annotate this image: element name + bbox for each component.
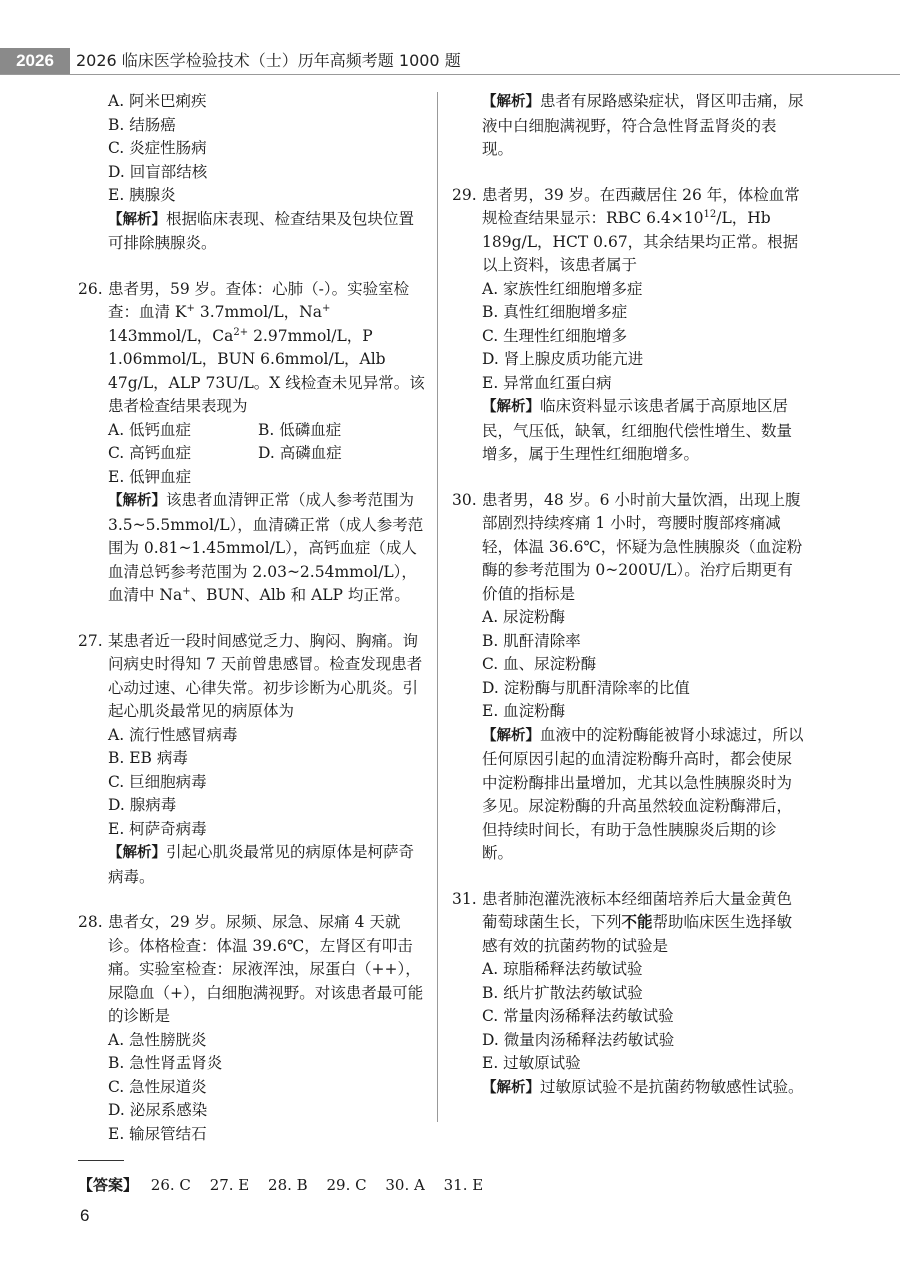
option: C. 炎症性肠病 [108,139,207,157]
option: D. 泌尿系感染 [108,1101,208,1119]
option: C. 血、尿淀粉酶 [482,655,597,673]
question-number: 26. [78,279,103,298]
analysis-text: 患者有尿路感染症状，肾区叩击痛，尿液中白细胞满视野，符合急性肾盂肾炎的表现。 [482,92,804,158]
option: A. 急性膀胱炎 [108,1030,207,1049]
header-rule [0,74,900,75]
option: A. 阿米巴痢疾 [108,92,207,110]
option: B. 真性红细胞增多症 [482,303,628,321]
analysis-label: 【解析】 [482,1079,540,1096]
question-number: 31. [452,889,477,908]
option: D. 微量肉汤稀释法药敏试验 [482,1030,675,1049]
analysis-text: 血液中的淀粉酶能被肾小球滤过，所以任何原因引起的血清淀粉酶升高时，都会使尿中淀粉酶排出量增加，尤其以急性胰腺炎时为多见。尿淀粉酶的升高虽然较血淀粉酶滞后，但持续时间长，有助于急性胰腺炎后期的诊断。 [482,725,804,862]
analysis-text: 临床资料显示该患者属于高原地区居民，气压低，缺氧，红细胞代偿性增生、数量增多，属于生理性红细胞增多。 [482,397,793,463]
option: E. 低钾血症 [108,467,192,486]
option: B. 结肠癌 [108,115,176,134]
answer: 26. C [150,1176,191,1194]
option: E. 胰腺炎 [108,186,176,204]
analysis [452,724,804,866]
option: D. 高磷血症 [258,444,342,462]
analysis-label: 【解析】 [482,94,540,110]
question-number: 28. [78,913,103,931]
analysis-label: 【解析】 [482,399,540,415]
question-stem: 患者男，59 岁。查体：心肺（-）。实验室检查：血清 K+ 3.7mmol/L，Na+ 143mmol/L，$Ca^{2+}$ 2.97mmol/L，P 1.06mmol/L，BUN 6.6mmol/L，Alb 47g/L，ALP 73U/L。X 线检查未见异常。该患者检查结果表现为 [108,279,425,415]
analysis-label: 【解析】 [108,211,166,228]
option: A. 家族性红细胞增多症 [482,279,643,298]
page-number: 6 [80,1206,90,1225]
emphasis-not: 不能 [621,913,653,931]
question-26 [78,278,428,608]
option: E. 血淀粉酶 [482,702,566,720]
option: B. 肌酐清除率 [482,631,581,650]
option: C. 生理性红细胞增多 [482,326,628,345]
question-29 [452,184,804,467]
option: E. 异常血红蛋白病 [482,373,612,392]
column-divider [437,92,438,1122]
option: E. 过敏原试验 [482,1054,581,1072]
analysis [78,208,428,256]
answer: 30. A [385,1176,425,1194]
analysis: 【解析】该患者血清钾正常（成人参考范围为 3.5~5.5mmol/L），血清磷正常（成人参考范围为 0.81~1.45mmol/L），高钙血症（成人血清总钙参考范围为 2.03~2.54mmol/L），血清中 Na+、BUN、Alb 和 ALP 均正常。 [108,491,424,604]
option: D. 肾上腺皮质功能亢进 [482,350,644,368]
year-tab: 2026 [0,48,70,74]
analysis-label: 【解析】 [108,493,166,509]
question-25 [78,90,428,256]
analysis [452,90,804,162]
analysis [78,841,428,889]
analysis-text: 引起心肌炎最常见的病原体是柯萨奇病毒。 [108,843,415,886]
option: A. 流行性感冒病毒 [108,725,238,744]
option: B. EB 病毒 [108,749,188,767]
answer-key [78,1174,497,1195]
footnote-rule [78,1160,124,1161]
option: B. 纸片扩散法药敏试验 [482,983,643,1002]
question-stem: 患者女，29 岁。尿频、尿急、尿痛 4 天就诊。体格检查：体温 39.6℃，左肾区有叩击痛。实验室检查：尿液浑浊，尿蛋白（++），尿隐血（+），白细胞满视野。对该患者最可能的诊断是 [108,913,424,1025]
option: C. 急性尿道炎 [108,1077,207,1096]
question-stem: 患者男，39 岁。在西藏居住 26 年，体检血常规检查结果显示：RBC $6.4\times 10^{12}/L$，Hb 189g/L，HCT 0.67，其余结果均正常。根据以上资料，该患者属于 [482,185,800,274]
question-28 [78,911,428,1146]
analysis-text: 过敏原试验不是抗菌药物敏感性试验。 [540,1077,804,1096]
question-31 [452,888,804,1101]
option: A. 低钙血症 [108,420,192,439]
answer: 27. E [209,1176,250,1194]
option: E. 柯萨奇病毒 [108,819,207,838]
question-number: 27. [78,631,103,650]
option: D. 淀粉酶与肌酐清除率的比值 [482,678,690,697]
answer: 29. C [326,1176,367,1194]
option: E. 输尿管结石 [108,1124,207,1143]
question-number: 30. [452,490,477,509]
book-title: 2026 临床医学检验技术（士）历年高频考题 1000 题 [76,51,461,70]
option: C. 常量肉汤稀释法药敏试验 [482,1007,674,1025]
question-number: 29. [452,185,477,204]
question-30 [452,489,804,866]
option: A. 琼脂稀释法药敏试验 [482,960,643,978]
analysis-label: 【解析】 [482,727,540,744]
right-column [452,90,804,1100]
answer-key-label: 【答案】 [78,1176,139,1194]
option: A. 尿淀粉酶 [482,608,566,626]
question-stem: 患者肺泡灌洗液标本经细菌培养后大量金黄色葡萄球菌生长，下列不能帮助临床医生选择敏感有效的抗菌药物的试验是 [482,889,793,955]
analysis [452,395,804,467]
analysis-label: 【解析】 [108,845,166,861]
answer: 31. E [443,1176,484,1194]
left-column [78,90,428,1146]
question-stem: 患者男，48 岁。6 小时前大量饮酒，出现上腹部剧烈持续疼痛 1 小时，弯腰时腹部疼痛减轻，体温 36.6℃，怀疑为急性胰腺炎（血淀粉酶的参考范围为 0~200U/L）。治疗后期更有价值的指标是 [482,490,803,603]
page-header [0,48,900,74]
question-stem: 某患者近一段时间感觉乏力、胸闷、胸痛。询问病史时得知 7 天前曾患感冒。检查发现患者心动过速、心律失常。初步诊断为心肌炎。引起心肌炎最常见的病原体为 [108,631,423,720]
option: B. 急性肾盂肾炎 [108,1054,223,1072]
option: D. 回盲部结核 [108,162,208,181]
answer: 28. B [268,1176,308,1194]
option: D. 腺病毒 [108,796,177,814]
analysis-text: 根据临床表现、检查结果及包块位置可排除胰腺炎。 [108,209,415,252]
option: C. 巨细胞病毒 [108,772,207,791]
question-27 [78,630,428,890]
option: C. 高钙血症 [108,444,192,462]
option: B. 低磷血症 [258,420,342,439]
analysis [452,1076,804,1101]
